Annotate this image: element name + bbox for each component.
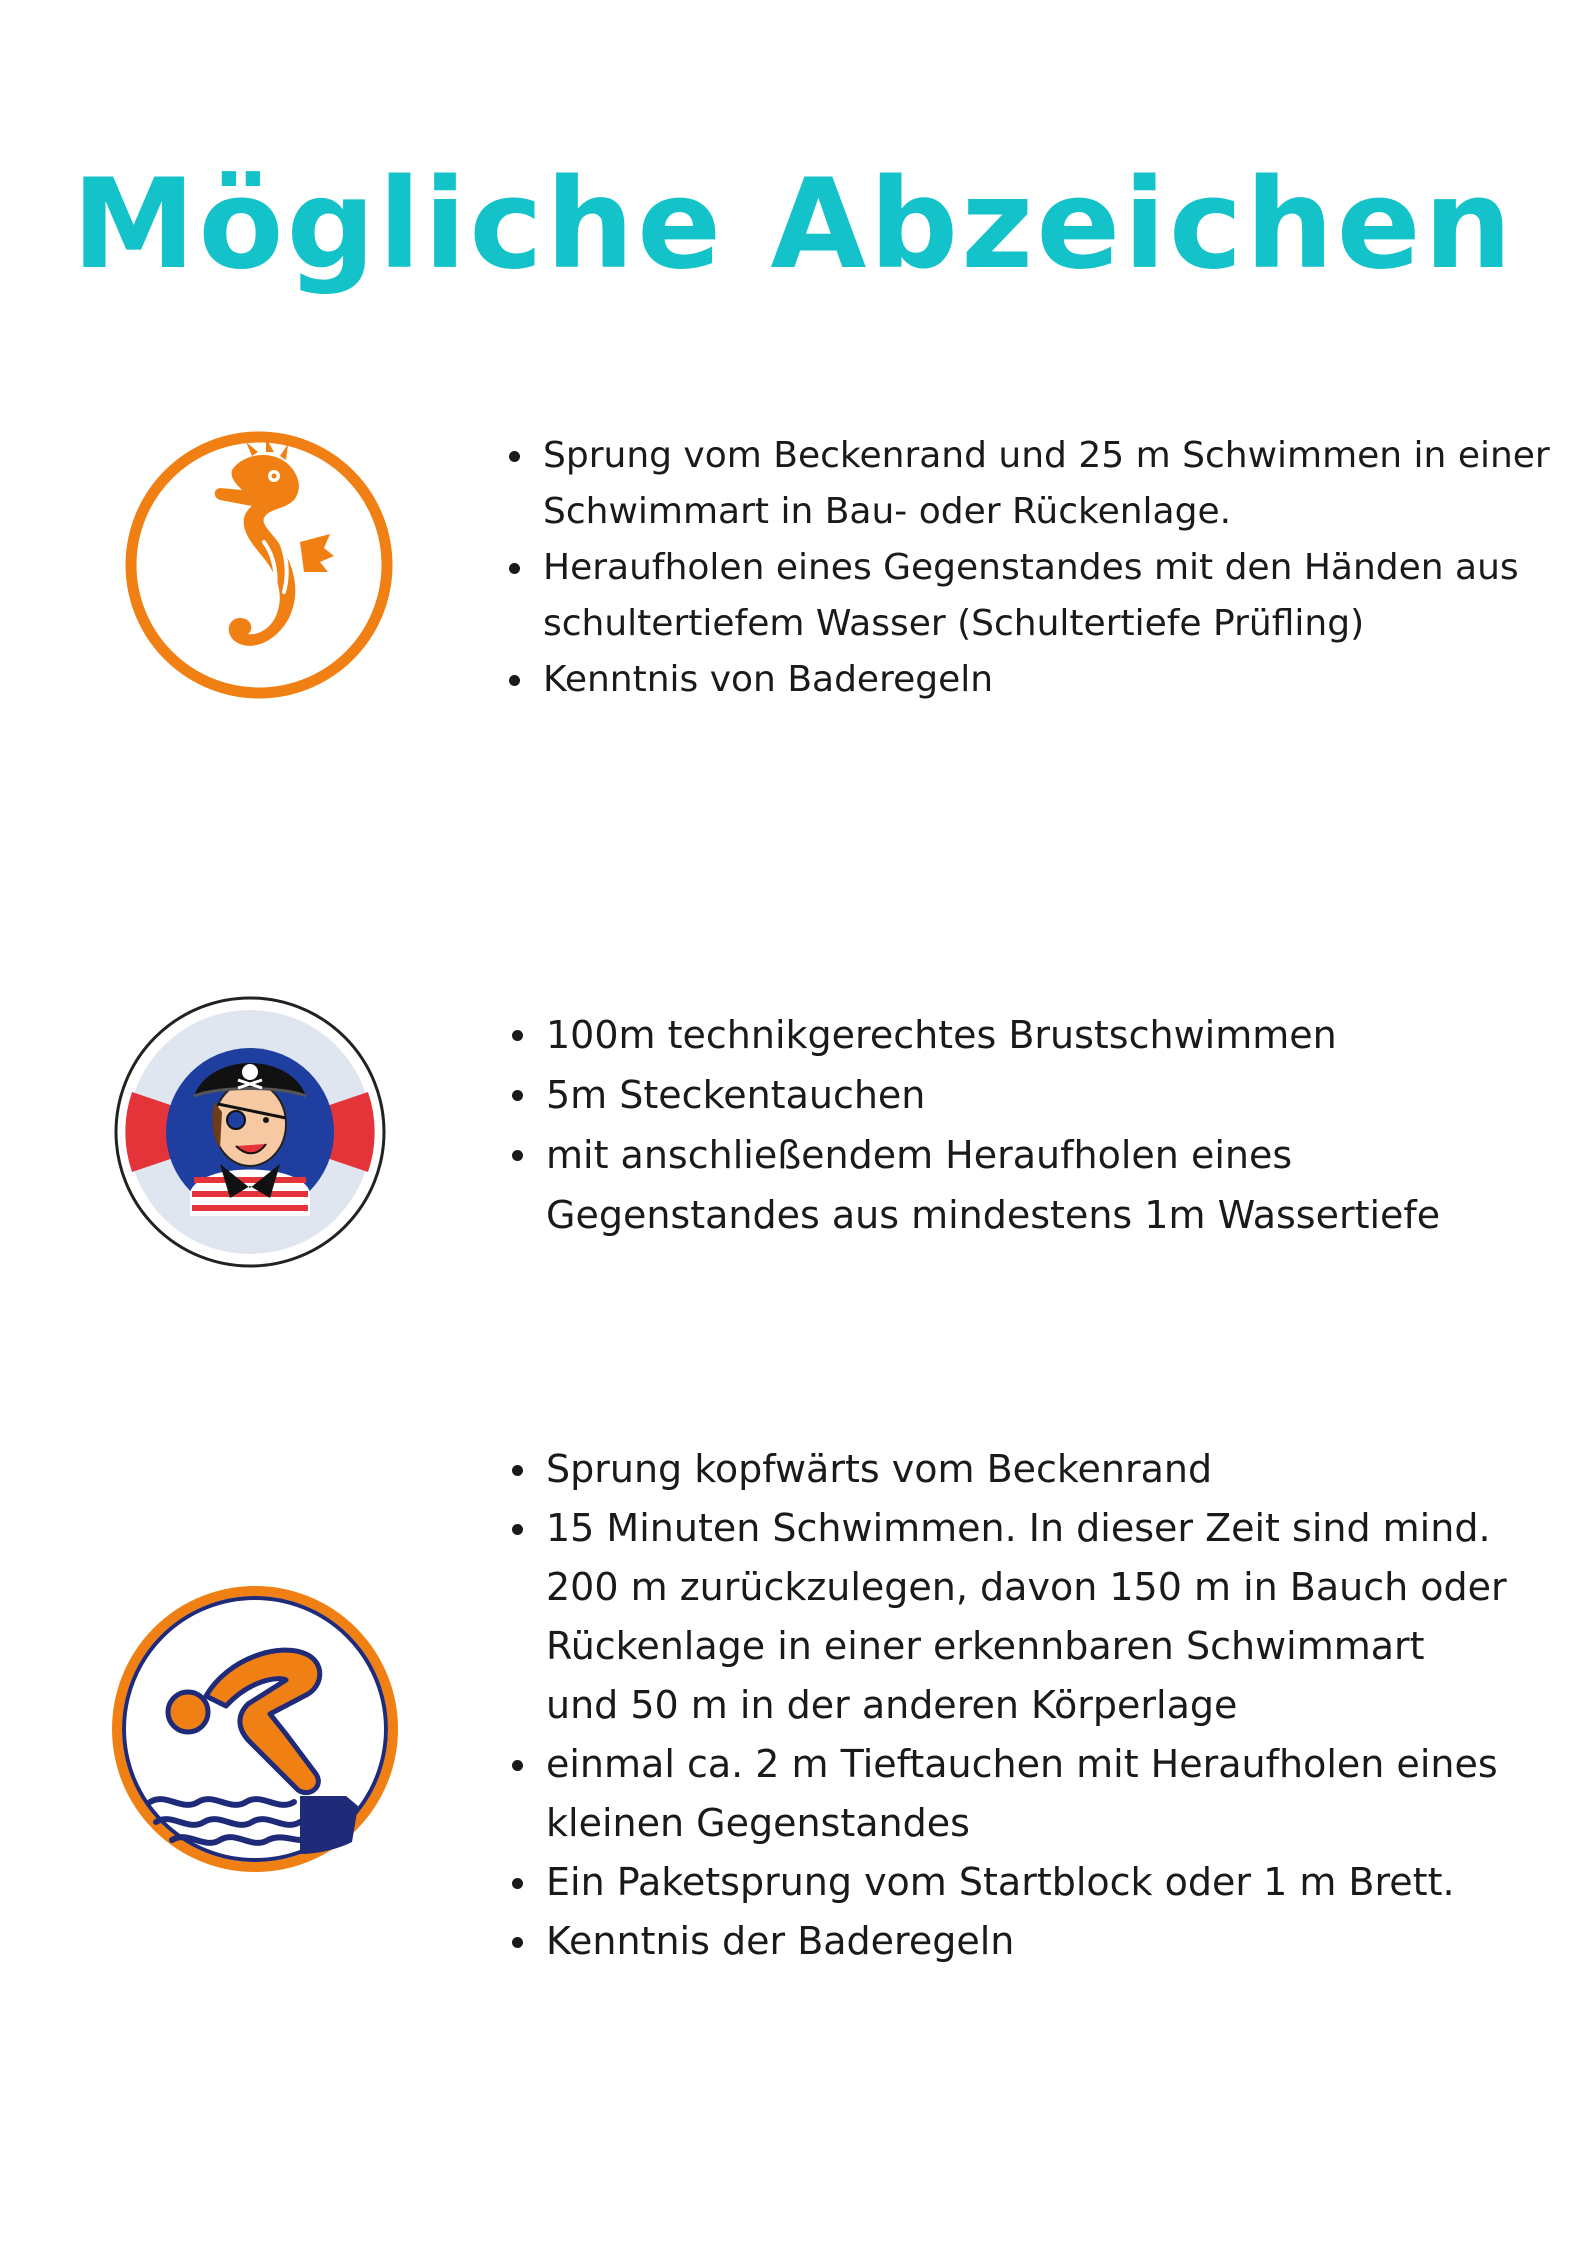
- swimmer-dive-badge-icon: [110, 1584, 400, 1874]
- requirements-list: [508, 1005, 1568, 1245]
- list-item: 5m Steckentauchen: [508, 1065, 1568, 1125]
- requirements-list: [508, 1440, 1508, 1971]
- list-item: einmal ca. 2 m Tieftauchen mit Heraufholen eines kleinen Gegenstandes: [508, 1735, 1508, 1853]
- list-item: mit anschließendem Heraufholen eines Gegenstandes aus mindestens 1m Wassertiefe: [508, 1125, 1568, 1245]
- page-title: Mögliche Abzeichen: [71, 153, 1516, 297]
- list-item: Kenntnis von Baderegeln: [505, 652, 1565, 708]
- seahorse-badge-icon: [124, 430, 394, 700]
- list-item: 100m technikgerechtes Brustschwimmen: [508, 1005, 1568, 1065]
- pirate-lifebuoy-badge-icon: [110, 992, 390, 1272]
- list-item: Kenntnis der Baderegeln: [508, 1912, 1508, 1971]
- list-item: 15 Minuten Schwimmen. In dieser Zeit sind mind. 200 m zurückzulegen, davon 150 m in Bauch oder Rückenlage in einer erkennbaren Schwimmart und 50 m in der anderen Körperlage: [508, 1499, 1508, 1735]
- list-item: Heraufholen eines Gegenstandes mit den Händen aus schultertiefem Wasser (Schultertiefe Prüfling): [505, 540, 1565, 652]
- list-item: Sprung vom Beckenrand und 25 m Schwimmen in einer Schwimmart in Bau- oder Rückenlage.: [505, 428, 1565, 540]
- requirements-list: [505, 428, 1565, 708]
- list-item: Ein Paketsprung vom Startblock oder 1 m Brett.: [508, 1853, 1508, 1912]
- list-item: Sprung kopfwärts vom Beckenrand: [508, 1440, 1508, 1499]
